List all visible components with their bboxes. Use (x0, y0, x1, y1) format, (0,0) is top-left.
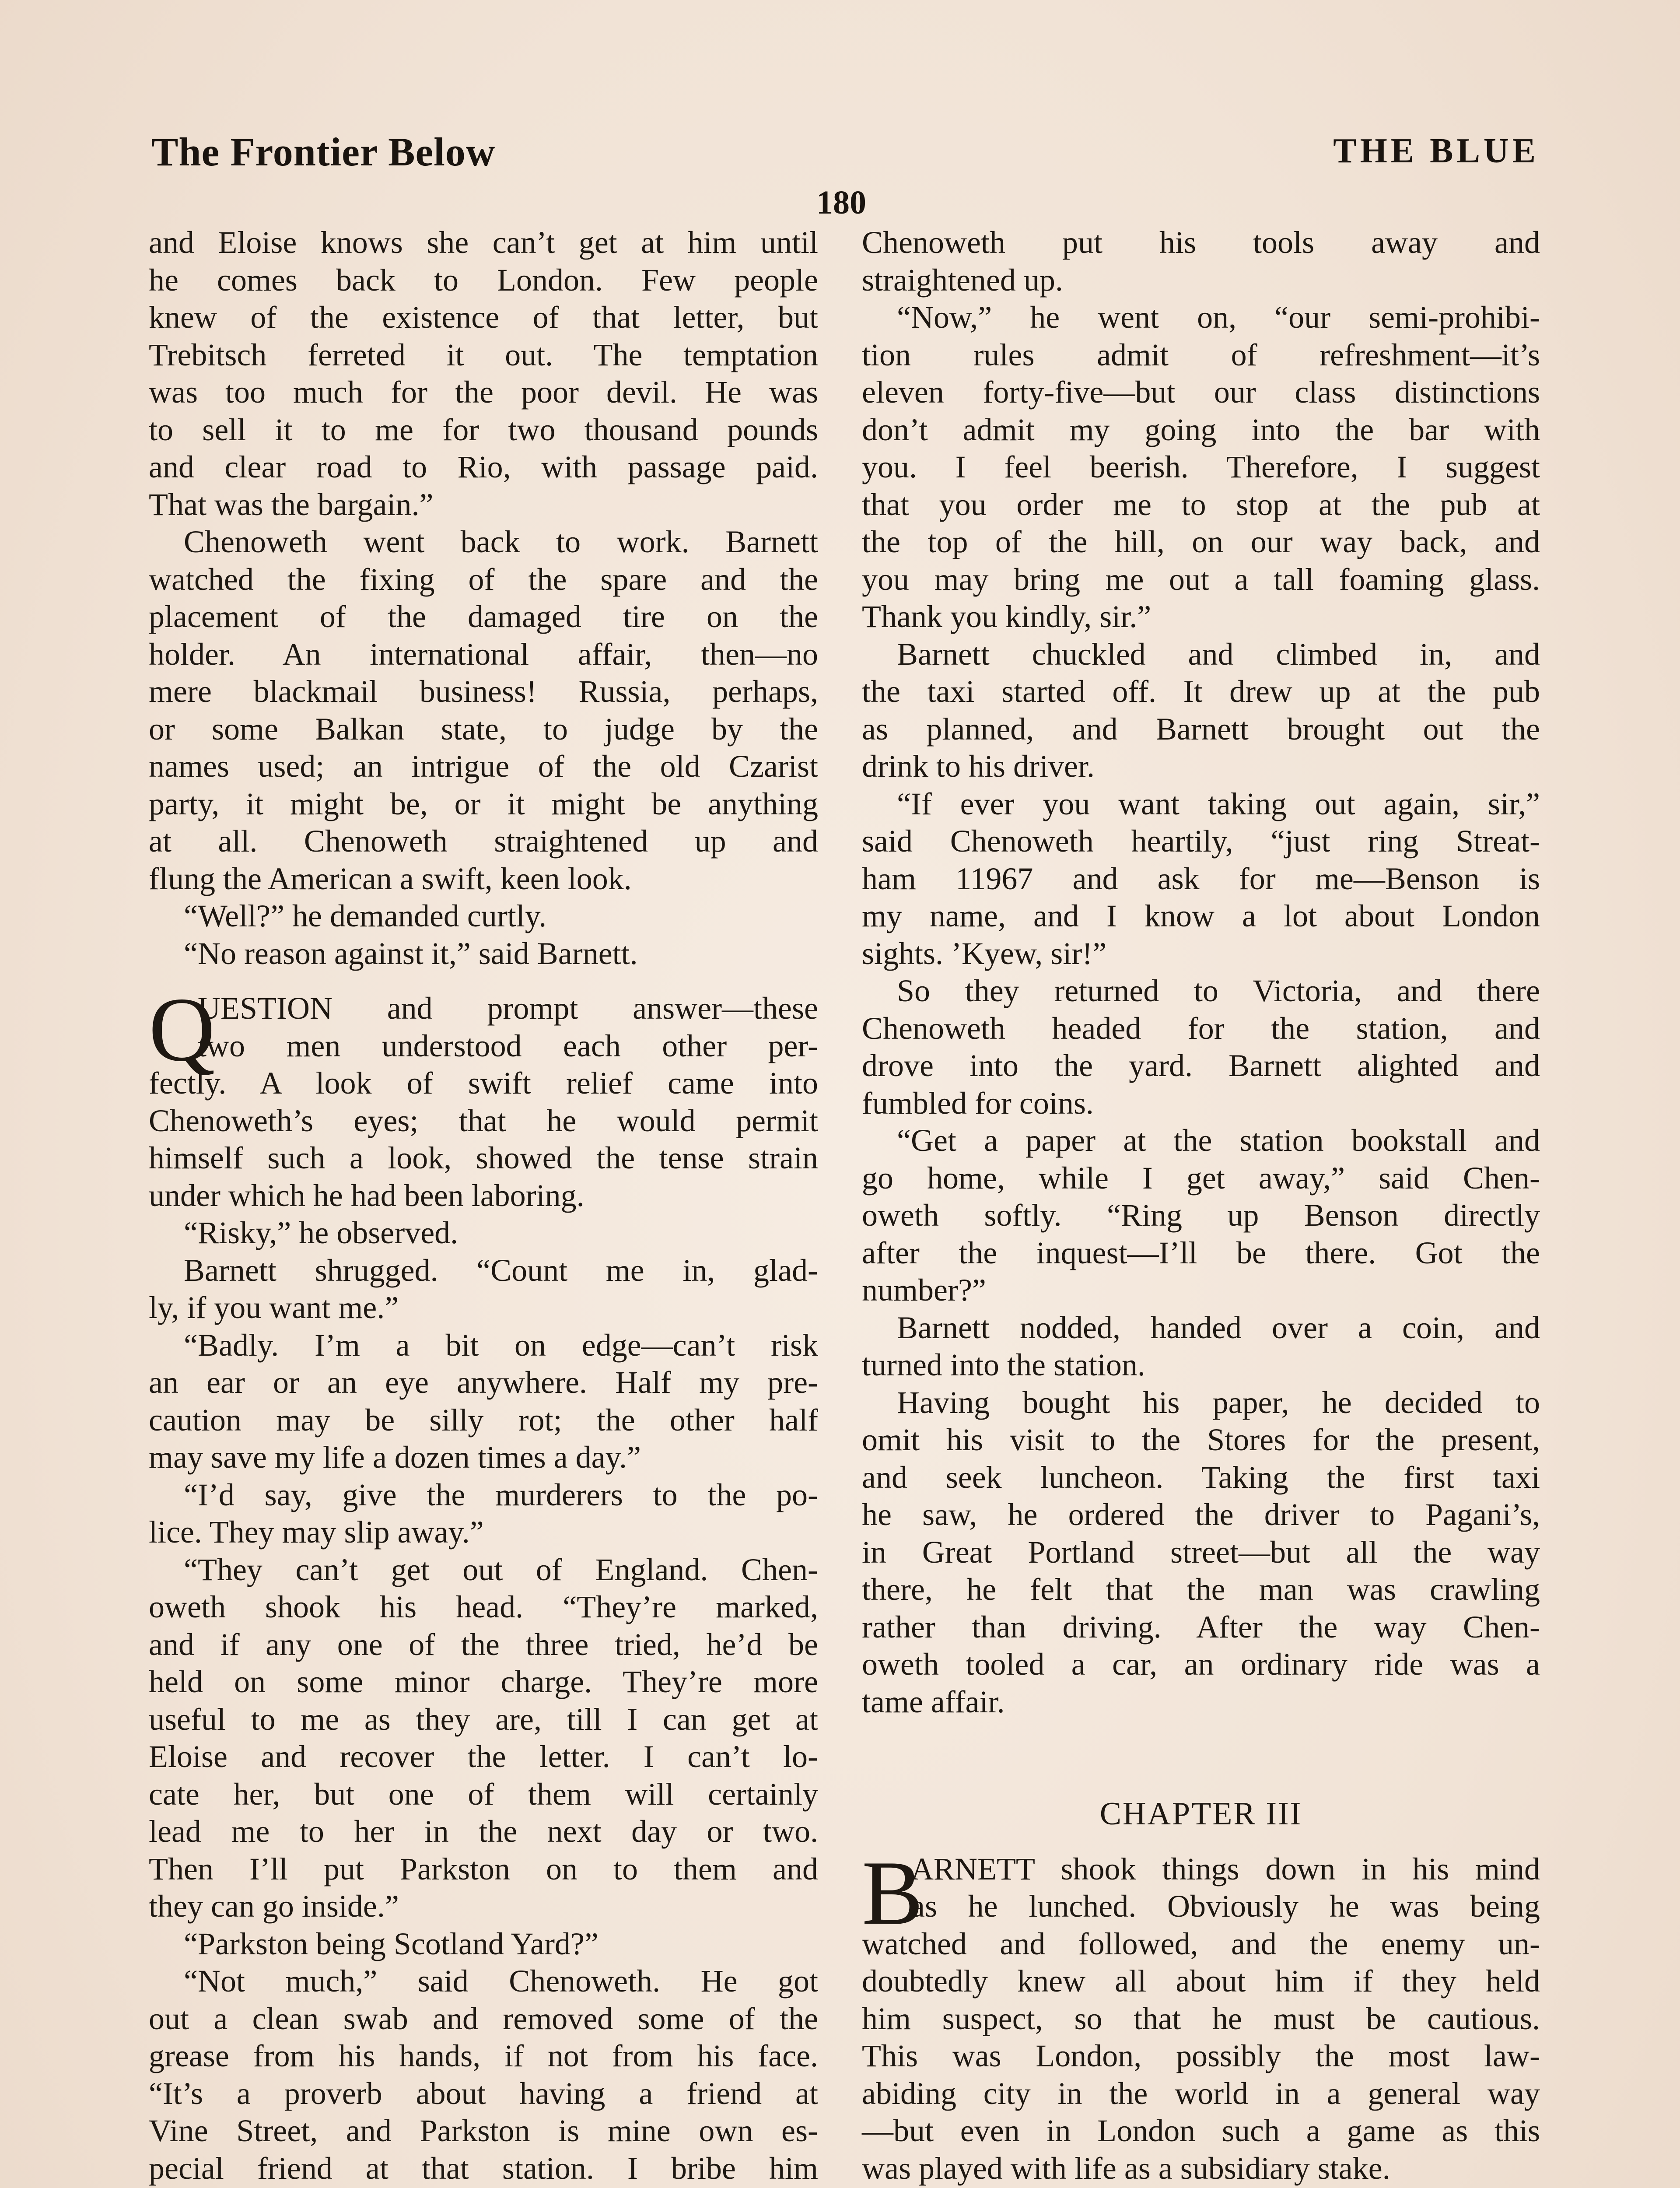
text-line: rather than driving. After the way Chen- (862, 1609, 1540, 1645)
text-line: after the inquest—I’ll be there. Got the (862, 1235, 1540, 1270)
text-line: held on some minor charge. They’re more (149, 1664, 818, 1699)
chapter-heading: CHAPTER III (1099, 1796, 1302, 1832)
paragraph (149, 224, 818, 523)
text-line: himself such a look, showed the tense strain (149, 1140, 818, 1175)
text-line: under which he had been laboring. (149, 1178, 584, 1213)
text-line: “I’d say, give the murderers to the po- (184, 1477, 818, 1512)
text-line: there, he felt that the man was crawling (862, 1572, 1540, 1607)
text-line: Then I’ll put Parkston on to them and (149, 1851, 818, 1886)
text-line: “Get a paper at the station bookstall and (897, 1123, 1540, 1158)
text-line: eleven forty-five—but our class distinctions (862, 375, 1540, 410)
text-line: was played with life as a subsidiary stake. (862, 2150, 1390, 2186)
text-line: you. I feel beerish. Therefore, I suggest (862, 449, 1540, 484)
text-line: fectly. A look of swift relief came into (149, 1066, 818, 1101)
text-line: That was the bargain.” (149, 487, 434, 522)
text-line: or some Balkan state, to judge by the (149, 711, 818, 747)
text-line: him suspect, so that he must be cautious. (862, 2001, 1540, 2036)
text-line: useful to me as they are, till I can get at (149, 1701, 818, 1737)
text-line: sights. ’Kyew, sir!” (862, 936, 1107, 971)
text-line: Trebitsch ferreted it out. The temptation (149, 337, 818, 372)
text-line: and clear road to Rio, with passage paid. (149, 449, 818, 484)
text-line: to sell it to me for two thousand pounds (149, 412, 818, 447)
running-title: The Frontier Below (151, 130, 496, 174)
text-line: Vine Street, and Parkston is mine own es- (149, 2113, 818, 2148)
text-line: abiding city in the world in a general way (862, 2076, 1540, 2111)
text-line: doubtedly knew all about him if they held (862, 1964, 1540, 1999)
text-line: Chenoweth headed for the station, and (862, 1010, 1540, 1046)
magazine-title: THE BLUE (1333, 132, 1539, 170)
text-line: two men understood each other per- (198, 1028, 818, 1063)
text-line: “Not much,” said Chenoweth. He got (184, 1964, 818, 1999)
paragraph (149, 1963, 818, 2188)
text-line: said Chenoweth heartily, “just ring Streat- (862, 824, 1540, 859)
text-line: Eloise and recover the letter. I can’t lo- (149, 1739, 818, 1774)
text-line: Chenoweth went back to work. Barnett (184, 524, 818, 559)
paragraph (149, 1476, 818, 1551)
text-line: drove into the yard. Barnett alighted and (862, 1048, 1540, 1083)
text-line: don’t admit my going into the bar with (862, 412, 1540, 447)
text-line: “Now,” he went on, “our semi-prohibi- (897, 300, 1540, 335)
text-line: ARNETT shook things down in his mind (911, 1851, 1540, 1886)
text-line: “Badly. I’m a bit on edge—can’t risk (184, 1327, 818, 1363)
text-line: oweth softly. “Ring up Benson directly (862, 1198, 1540, 1233)
paragraph-with-dropcap (862, 1842, 1540, 2188)
section-gap (862, 1758, 1540, 1796)
text-line: number?” (862, 1273, 986, 1308)
text-line: and if any one of the three tried, he’d be (149, 1627, 818, 1662)
text-line: and Eloise knows she can’t get at him until (149, 225, 818, 260)
paragraph (862, 299, 1540, 636)
text-line: he comes back to London. Few people (149, 262, 818, 298)
text-line: lice. They may slip away.” (149, 1515, 484, 1550)
right-column (862, 224, 1540, 2188)
text-line: knew of the existence of that letter, but (149, 300, 818, 335)
text-line: lead me to her in the next day or two. (149, 1814, 818, 1849)
text-line: “They can’t get out of England. Chen- (184, 1552, 818, 1587)
text-line: oweth tooled a car, an ordinary ride was a (862, 1647, 1540, 1682)
text-line: an ear or an eye anywhere. Half my pre- (149, 1365, 818, 1400)
paragraph (862, 1122, 1540, 1309)
section-gap (862, 1721, 1540, 1758)
text-line: straightened up. (862, 262, 1063, 298)
text-line: you may bring me out a tall foaming glass. (862, 561, 1540, 597)
paragraph (149, 1327, 818, 1476)
text-line: mere blackmail business! Russia, perhaps, (149, 674, 818, 709)
text-line: fumbled for coins. (862, 1085, 1094, 1121)
text-line: flung the American a swift, keen look. (149, 861, 632, 896)
text-line: “No reason against it,” said Barnett. (184, 936, 638, 971)
text-line: as planned, and Barnett brought out the (862, 711, 1540, 747)
paragraph (862, 972, 1540, 1122)
text-line: ly, if you want me.” (149, 1290, 399, 1325)
text-line: grease from his hands, if not from his face. (149, 2038, 818, 2073)
text-line: turned into the station. (862, 1347, 1145, 1382)
paragraph (149, 1551, 818, 1925)
paragraph (862, 224, 1540, 299)
text-line: caution may be silly rot; the other half (149, 1402, 818, 1438)
page-number: 180 (816, 184, 866, 221)
paragraph-with-dropcap (149, 979, 818, 1214)
text-line: out a clean swab and removed some of the (149, 2001, 818, 2036)
text-line: oweth shook his head. “They’re marked, (149, 1589, 818, 1624)
text-line: Chenoweth put his tools away and (862, 225, 1540, 260)
text-line: So they returned to Victoria, and there (897, 973, 1540, 1008)
text-line: UESTION and prompt answer—these (198, 991, 818, 1026)
text-line: “It’s a proverb about having a friend at (149, 2076, 818, 2111)
text-line: pecial friend at that station. I bribe him (149, 2150, 818, 2186)
text-line: that you order me to stop at the pub at (862, 487, 1540, 522)
text-line: “Well?” he demanded curtly. (184, 898, 547, 933)
paragraph (862, 1384, 1540, 1721)
text-line: in Great Portland street—but all the way (862, 1534, 1540, 1570)
text-line: party, it might be, or it might be anything (149, 786, 818, 821)
text-line: tame affair. (862, 1684, 1005, 1719)
text-line: Chenoweth’s eyes; that he would permit (149, 1103, 818, 1138)
text-line: drink to his driver. (862, 749, 1095, 784)
text-line: “Parkston being Scotland Yard?” (184, 1926, 598, 1961)
drop-cap: B (862, 1842, 924, 1944)
text-line: omit his visit to the Stores for the present, (862, 1422, 1540, 1457)
text-line: Thank you kindly, sir.” (862, 599, 1152, 634)
text-line: was too much for the poor devil. He was (149, 375, 818, 410)
text-line: placement of the damaged tire on the (149, 599, 818, 634)
paragraph (149, 523, 818, 898)
left-column (149, 224, 818, 2188)
paragraph (149, 1252, 818, 1327)
text-line: the top of the hill, on our way back, and (862, 524, 1540, 559)
text-line: holder. An international affair, then—no (149, 636, 818, 672)
text-line: may save my life a dozen times a day.” (149, 1440, 641, 1475)
text-line: the taxi started off. It drew up at the pub (862, 674, 1540, 709)
text-line: Barnett chuckled and climbed in, and (897, 636, 1540, 672)
text-line: cate her, but one of them will certainly (149, 1776, 818, 1812)
text-line: watched and followed, and the enemy un- (862, 1926, 1540, 1961)
paragraph (862, 785, 1540, 973)
section-gap (862, 1833, 1540, 1851)
drop-cap: Q (149, 979, 215, 1080)
text-line: they can go inside.” (149, 1889, 399, 1924)
text-line: “Risky,” he observed. (184, 1215, 458, 1250)
paragraph (862, 636, 1540, 785)
text-line: at all. Chenoweth straightened up and (149, 824, 818, 859)
text-line: and seek luncheon. Taking the first taxi (862, 1459, 1540, 1495)
text-line: Barnett nodded, handed over a coin, and (897, 1310, 1540, 1345)
text-line: watched the fixing of the spare and the (149, 561, 818, 597)
text-line: “If ever you want taking out again, sir,” (897, 786, 1540, 821)
text-line: Having bought his paper, he decided to (897, 1385, 1540, 1420)
text-line: —but even in London such a game as this (862, 2113, 1540, 2148)
text-line: my name, and I know a lot about London (862, 898, 1540, 933)
text-line: names used; an intrigue of the old Czarist (149, 749, 818, 784)
text-line: tion rules admit of refreshment—it’s (862, 337, 1540, 372)
text-line: go home, while I get away,” said Chen- (862, 1160, 1540, 1196)
paragraph-gap (149, 972, 818, 990)
text-line: he saw, he ordered the driver to Pagani’s, (862, 1497, 1540, 1532)
text-line: This was London, possibly the most law- (862, 2038, 1540, 2073)
text-line: ham 11967 and ask for me—Benson is (862, 861, 1540, 896)
text-line: as he lunched. Obviously he was being (911, 1889, 1540, 1924)
paragraph (862, 1309, 1540, 1384)
text-line: Barnett shrugged. “Count me in, glad- (184, 1252, 818, 1288)
